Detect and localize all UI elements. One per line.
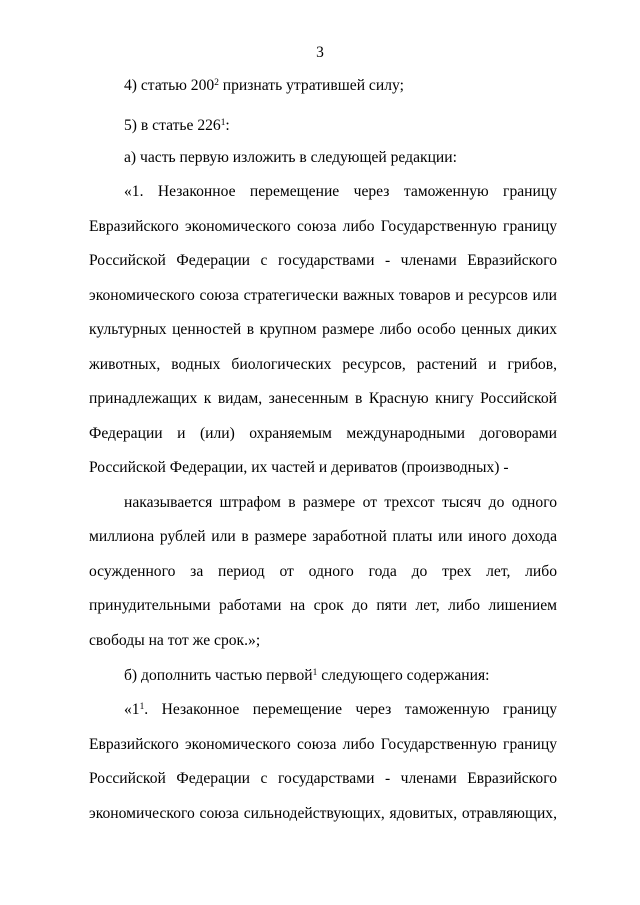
text-line: Российской Федерации, их частей и дериватов (производных) - [89,459,509,476]
text-line: «$1^1$. Незаконное перемещение через таможенную границу [124,701,557,718]
text-line: Российской Федерации с государствами - членами Евразийского [89,770,557,787]
page-number: 3 [316,44,324,61]
text-line: б) дополнить частью первой$^1$ следующего содержания: [124,667,490,684]
text-line: а) часть первую изложить в следующей редакции: [124,149,457,166]
text-line: Федерации и (или) охраняемым международными договорами [89,425,557,442]
text-line: Евразийского экономического союза либо Государственную границу [89,736,557,753]
text-line: осужденного за период от одного года до трех лет, либо [89,563,557,580]
text-line: «1. Незаконное перемещение через таможенную границу [124,183,557,200]
text-line: Российской Федерации с государствами - членами Евразийского [89,252,557,269]
text-line: 5) в статье $226^1$: [124,117,230,134]
text-line: свободы на тот же срок.»; [89,632,261,649]
text-line: экономического союза сильнодействующих, ядовитых, отравляющих, [89,805,557,822]
text-line: принадлежащих к видам, занесенным в Красную книгу Российской [89,390,557,407]
text-line: культурных ценностей в крупном размере либо особо ценных диких [89,321,557,338]
text-line: наказывается штрафом в размере от трехсот тысяч до одного [124,494,557,511]
text-line: принудительными работами на срок до пяти лет, либо лишением [89,597,557,614]
text-line: животных, водных биологических ресурсов, растений и грибов, [89,356,557,373]
text-line: экономического союза стратегически важных товаров и ресурсов или [89,287,557,304]
text-line: Евразийского экономического союза либо Государственную границу [89,218,557,235]
text-line: миллиона рублей или в размере заработной платы или иного дохода [89,528,557,545]
text-line: 4) статью $200^2$ признать утратившей силу; [124,77,404,94]
